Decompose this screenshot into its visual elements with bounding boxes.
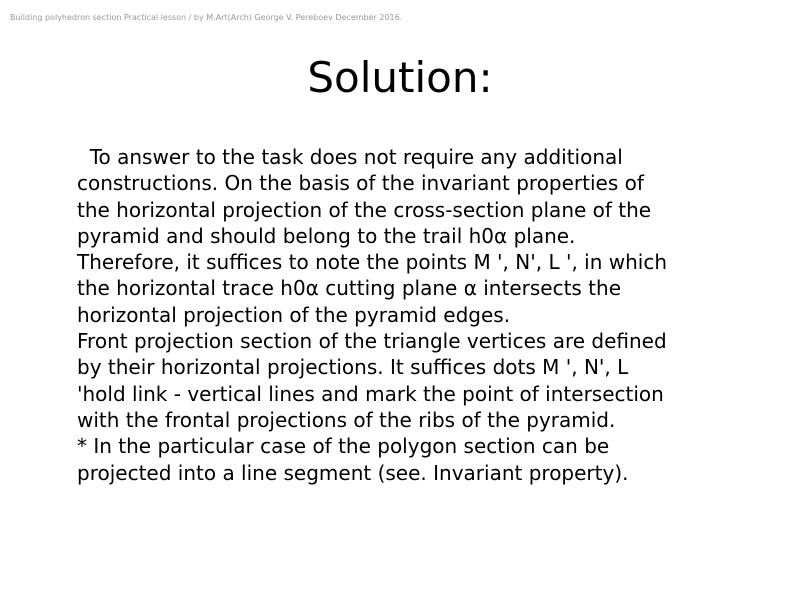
body-line-9: by their horizontal projections. It suffices dots M ', N', L	[77, 355, 629, 380]
slide-body	[77, 144, 757, 486]
body-line-12: * In the particular case of the polygon section can be	[77, 434, 610, 459]
body-line-11: with the frontal projections of the ribs of the pyramid.	[77, 407, 616, 432]
body-line-2: constructions. On the basis of the invariant properties of	[77, 171, 644, 196]
body-line-4: pyramid and should belong to the trail h0α plane.	[77, 223, 576, 248]
body-line-8: Front projection section of the triangle vertices are defined	[77, 329, 667, 354]
slide-title: Solution:	[307, 53, 493, 102]
body-line-13: projected into a line segment (see. Invariant property).	[77, 460, 629, 485]
body-line-3: the horizontal projection of the cross-section plane of the	[77, 197, 652, 222]
body-line-10: 'hold link - vertical lines and mark the point of intersection	[77, 381, 664, 406]
body-line-7: horizontal projection of the pyramid edges.	[77, 302, 511, 327]
body-line-5: Therefore, it suffices to note the points M ', N', L ', in which	[77, 250, 668, 275]
header-note: Building polyhedron section Practical lesson / by M.Art(Arch) George V. Pereboev December 2016.	[10, 13, 403, 22]
body-line-6: the horizontal trace h0α cutting plane α intersects the	[77, 276, 622, 301]
body-line-1: To answer to the task does not require any additional	[77, 145, 623, 169]
